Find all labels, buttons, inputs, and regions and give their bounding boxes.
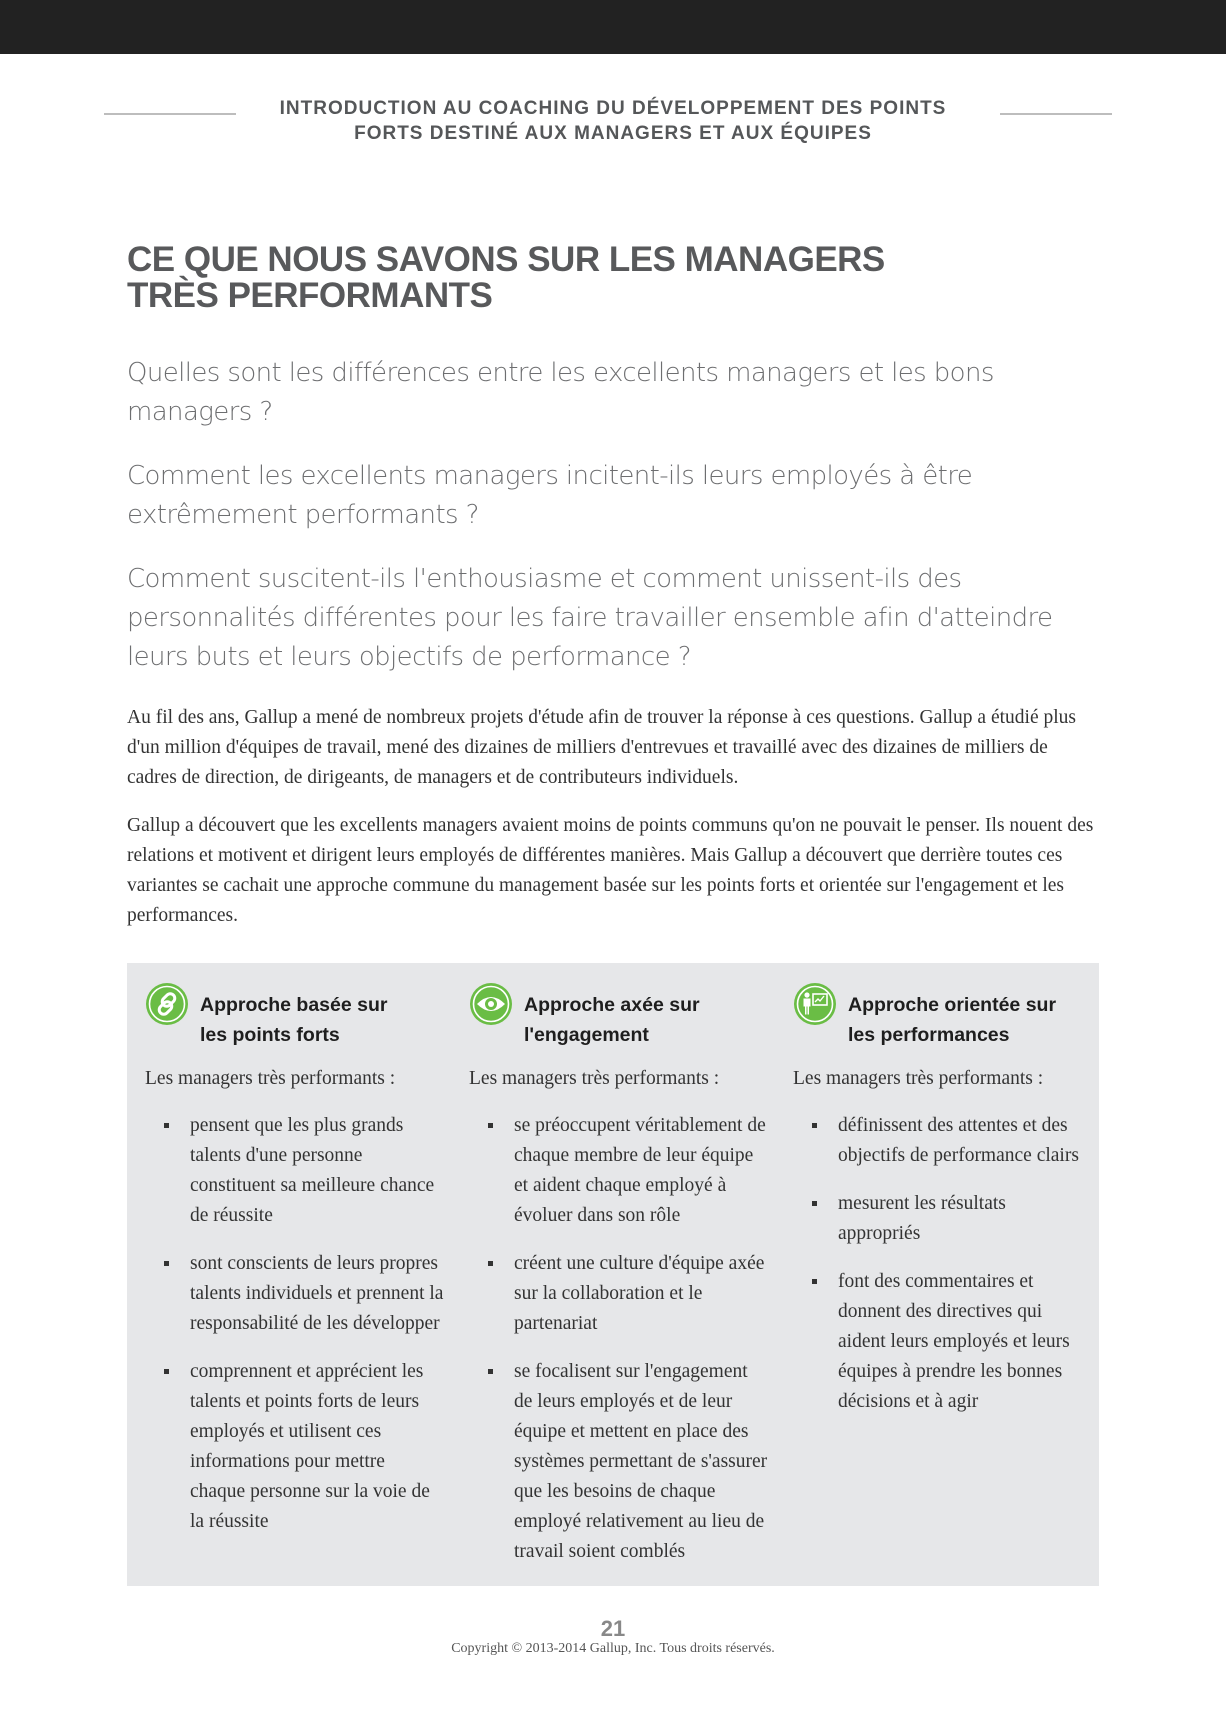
- list-item-text: sont conscients de leurs propres talents individuels et prennent la responsabilité de les développer: [190, 1253, 444, 1334]
- list-item-text: se préoccupent véritablement de chaque membre de leur équipe et aident chaque employé à évoluer dans son rôle: [514, 1115, 766, 1226]
- list-item: [469, 1357, 769, 1567]
- approach-heading-line-2: les performances: [848, 1024, 1010, 1046]
- copyright-notice: Copyright © 2013-2014 Gallup, Inc. Tous droits réservés.: [451, 1641, 775, 1656]
- list-item-text: se focalisent sur l'engagement de leurs employés et de leur équipe et mettent en place des systèmes permettant de s'assurer que les besoins de chaque employé relativement au lieu de travail soient comblés: [514, 1361, 768, 1562]
- running-header-line-2: FORTS DESTINÉ AUX MANAGERS ET AUX ÉQUIPES: [354, 123, 872, 144]
- list-item-text: définissent des attentes et des objectifs de performance clairs: [838, 1115, 1079, 1166]
- page-title-line-1: CE QUE NOUS SAVONS SUR LES MANAGERS: [127, 240, 885, 279]
- page-number: 21: [600, 1616, 626, 1641]
- header-rule-right: [1000, 113, 1112, 115]
- link-icon: [145, 982, 189, 1026]
- eye-icon: [469, 982, 513, 1026]
- bullet-icon: [812, 1123, 817, 1128]
- list-item: [145, 1111, 445, 1231]
- approach-heading-line-2: les points forts: [200, 1024, 340, 1046]
- running-header: [250, 96, 976, 146]
- bullet-icon: [812, 1201, 817, 1206]
- bullet-icon: [164, 1261, 169, 1266]
- approaches-panel: [127, 963, 1099, 1586]
- approach-list: [145, 1111, 445, 1555]
- body-paragraph-1: Au fil des ans, Gallup a mené de nombreux projets d'étude afin de trouver la réponse à ces questions. Gallup a étudié plus d'un million d'équipes de travail, mené des dizaines de milliers d'entrevues et travaillé avec des dizaines de milliers de cadres de direction, de dirigeants, de managers et de contributeurs individuels.: [127, 707, 1076, 788]
- list-item-text: créent une culture d'équipe axée sur la collaboration et le partenariat: [514, 1253, 765, 1334]
- approach-heading: [200, 990, 440, 1050]
- list-item: [793, 1189, 1093, 1249]
- approach-intro: Les managers très performants :: [793, 1068, 1044, 1089]
- bullet-icon: [488, 1123, 493, 1128]
- bullet-icon: [812, 1279, 817, 1284]
- top-bar: [0, 0, 1226, 54]
- approach-heading-line-1: Approche axée sur: [524, 994, 700, 1016]
- page-title-line-2: TRÈS PERFORMANTS: [127, 276, 493, 315]
- list-item-text: font des commentaires et donnent des directives qui aident leurs employés et leurs équipes à prendre les bonnes décisions et à agir: [838, 1271, 1070, 1412]
- list-item: [469, 1111, 769, 1231]
- bullet-icon: [488, 1261, 493, 1266]
- list-item-text: pensent que les plus grands talents d'une personne constituent sa meilleure chance de réussite: [190, 1115, 435, 1226]
- list-item-text: comprennent et apprécient les talents et points forts de leurs employés et utilisent ces informations pour mettre chaque personne sur la voie de la réussite: [190, 1361, 430, 1532]
- approach-heading: [524, 990, 764, 1050]
- approach-intro: Les managers très performants :: [145, 1068, 396, 1089]
- bullet-icon: [488, 1369, 493, 1374]
- approach-list: [469, 1111, 769, 1585]
- header-rule-left: [104, 113, 236, 115]
- list-item-text: mesurent les résultats appropriés: [838, 1193, 1006, 1244]
- approach-heading-line-2: l'engagement: [524, 1024, 649, 1046]
- approach-heading-line-1: Approche basée sur: [200, 994, 388, 1016]
- question-1: Quelles sont les différences entre les excellents managers et les bons managers ?: [127, 358, 994, 427]
- bullet-icon: [164, 1369, 169, 1374]
- approach-intro: Les managers très performants :: [469, 1068, 720, 1089]
- running-header-line-1: INTRODUCTION AU COACHING DU DÉVELOPPEMENT DES POINTS: [279, 98, 947, 119]
- list-item: [793, 1267, 1093, 1417]
- page-title: [127, 242, 1027, 314]
- list-item: [469, 1249, 769, 1339]
- approach-list: [793, 1111, 1093, 1435]
- approach-heading: [848, 990, 1088, 1050]
- list-item: [145, 1249, 445, 1339]
- list-item: [793, 1111, 1093, 1171]
- list-item: [145, 1357, 445, 1537]
- body-paragraph-2: Gallup a découvert que les excellents managers avaient moins de points communs qu'on ne pouvait le penser. Ils nouent des relations et motivent et dirigent leurs employés de différentes manières. Mais Gallup a découvert que derrière toutes ces variantes se cachait une approche commune du management basée sur les points forts et orientée sur l'engagement et les performances.: [127, 815, 1094, 926]
- question-3: Comment suscitent-ils l'enthousiasme et comment unissent-ils des personnalités différentes pour les faire travailler ensemble afin d'atteindre leurs buts et leurs objectifs de performance ?: [127, 564, 1053, 672]
- approach-heading-line-1: Approche orientée sur: [848, 994, 1057, 1016]
- bullet-icon: [164, 1123, 169, 1128]
- question-2: Comment les excellents managers incitent-ils leurs employés à être extrêmement performants ?: [127, 461, 973, 530]
- presenter-chart-icon: [793, 982, 837, 1026]
